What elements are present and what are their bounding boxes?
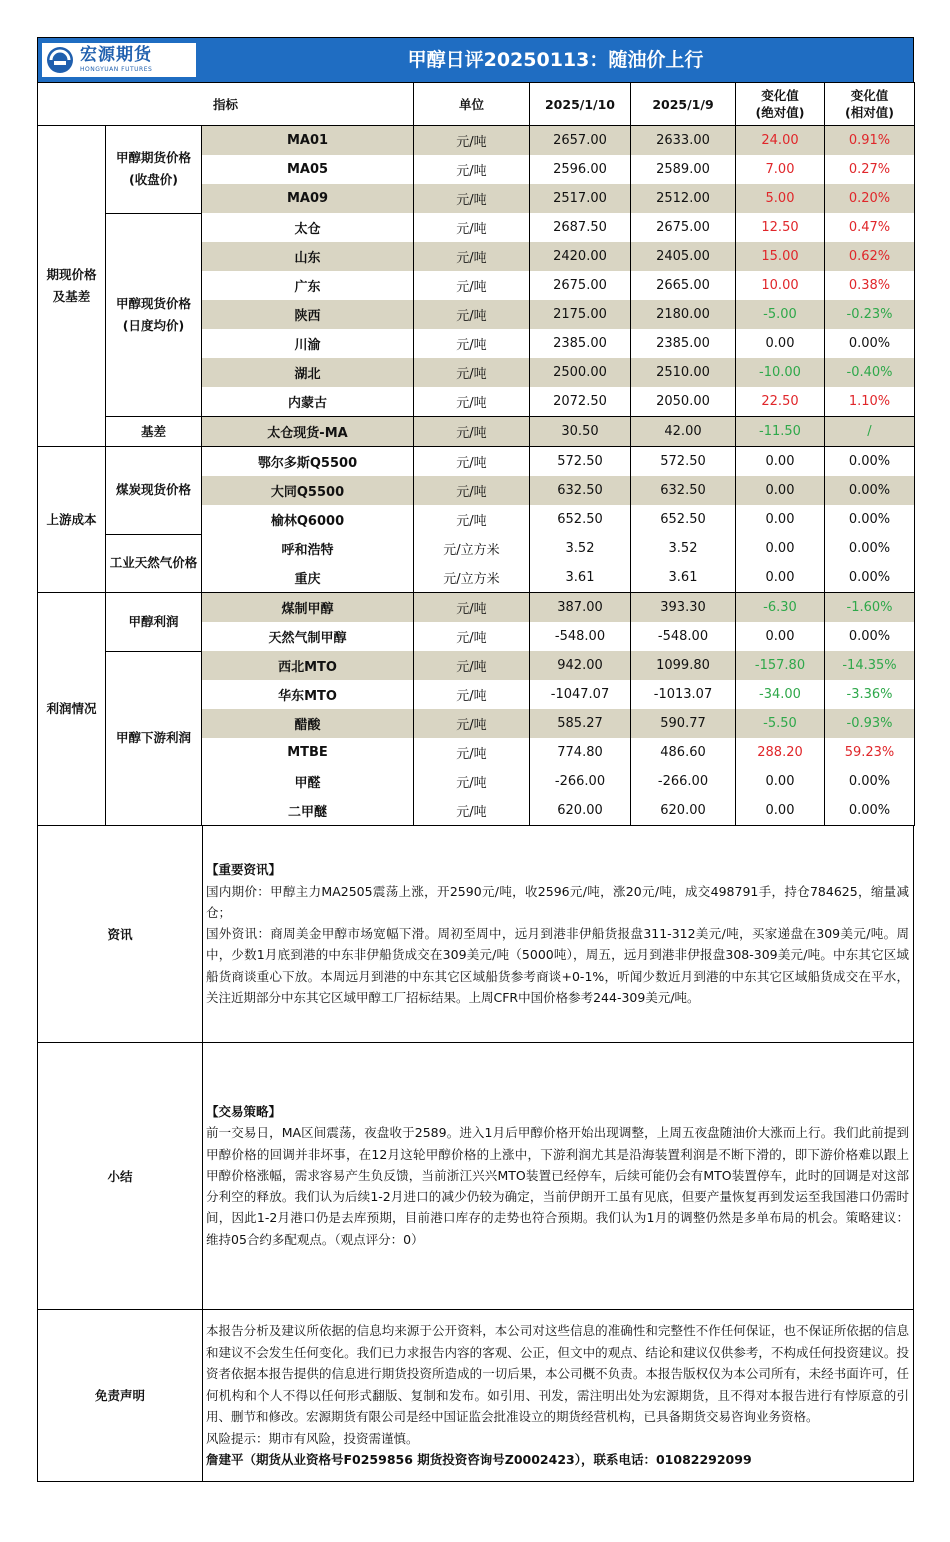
- row-value-date1: 585.27: [530, 709, 631, 738]
- row-value-date2: 42.00: [631, 417, 736, 447]
- row-unit: 元/吨: [414, 796, 530, 826]
- row-rel-change: -3.36%: [825, 680, 915, 709]
- row-unit: 元/吨: [414, 184, 530, 213]
- row-value-date1: 2072.50: [530, 387, 631, 417]
- row-value-date1: -266.00: [530, 767, 631, 796]
- row-value-date2: 2385.00: [631, 329, 736, 358]
- row-abs-change: 12.50: [736, 213, 825, 242]
- row-rel-change: 0.00%: [825, 796, 915, 826]
- row-unit: 元/吨: [414, 593, 530, 623]
- row-unit: 元/吨: [414, 300, 530, 329]
- row-rel-change: 0.27%: [825, 155, 915, 184]
- row-value-date1: -1047.07: [530, 680, 631, 709]
- row-abs-change: -10.00: [736, 358, 825, 387]
- row-abs-change: 22.50: [736, 387, 825, 417]
- row-abs-change: 24.00: [736, 126, 825, 156]
- row-value-date2: 572.50: [631, 447, 736, 477]
- table-header-row: [38, 83, 915, 126]
- row-value-date1: 632.50: [530, 476, 631, 505]
- row-value-date2: -1013.07: [631, 680, 736, 709]
- row-value-date1: -548.00: [530, 622, 631, 651]
- row-indicator-name: 川渝: [202, 329, 414, 358]
- news-label: 资讯: [38, 826, 203, 1042]
- row-abs-change: -34.00: [736, 680, 825, 709]
- row-indicator-name: 呼和浩特: [202, 534, 414, 563]
- row-indicator-name: 天然气制甲醇: [202, 622, 414, 651]
- row-value-date1: 2675.00: [530, 271, 631, 300]
- row-value-date2: 2665.00: [631, 271, 736, 300]
- table-row: [38, 593, 915, 623]
- risk-warning: 风险提示：期市有风险，投资需谨慎。: [206, 1430, 419, 1446]
- row-abs-change: -11.50: [736, 417, 825, 447]
- row-unit: 元/立方米: [414, 563, 530, 593]
- row-abs-change: 0.00: [736, 767, 825, 796]
- summary-section: [38, 1042, 914, 1309]
- row-value-date1: 30.50: [530, 417, 631, 447]
- row-value-date1: 3.61: [530, 563, 631, 593]
- subgroup-label: 甲醇利润: [106, 593, 202, 652]
- row-indicator-name: 甲醛: [202, 767, 414, 796]
- row-rel-change: 0.00%: [825, 329, 915, 358]
- row-value-date1: 2420.00: [530, 242, 631, 271]
- row-value-date1: 2500.00: [530, 358, 631, 387]
- row-value-date1: 2657.00: [530, 126, 631, 156]
- row-value-date2: 652.50: [631, 505, 736, 534]
- summary-heading: 【交易策略】: [206, 1103, 282, 1119]
- row-indicator-name: 二甲醚: [202, 796, 414, 826]
- row-abs-change: -157.80: [736, 651, 825, 680]
- header-date2: 2025/1/9: [631, 83, 736, 126]
- row-abs-change: 0.00: [736, 505, 825, 534]
- row-abs-change: 0.00: [736, 622, 825, 651]
- row-unit: 元/吨: [414, 651, 530, 680]
- row-unit: 元/吨: [414, 126, 530, 156]
- row-rel-change: 0.38%: [825, 271, 915, 300]
- news-domestic: 国内期价：甲醇主力MA2505震荡上涨，开2590元/吨，收2596元/吨，涨20元/吨，成交498791手，持仓784625，缩量减仓；: [206, 883, 909, 920]
- row-rel-change: 0.00%: [825, 563, 915, 593]
- row-value-date2: 620.00: [631, 796, 736, 826]
- header-date1: 2025/1/10: [530, 83, 631, 126]
- news-heading: 【重要资讯】: [206, 862, 282, 878]
- row-abs-change: -6.30: [736, 593, 825, 623]
- table-row: [38, 534, 915, 563]
- price-table: [37, 82, 915, 826]
- row-indicator-name: 煤制甲醇: [202, 593, 414, 623]
- row-unit: 元/吨: [414, 213, 530, 242]
- row-indicator-name: MA01: [202, 126, 414, 156]
- row-rel-change: 1.10%: [825, 387, 915, 417]
- row-rel-change: -0.93%: [825, 709, 915, 738]
- row-value-date2: -548.00: [631, 622, 736, 651]
- row-value-date2: 632.50: [631, 476, 736, 505]
- row-unit: 元/吨: [414, 709, 530, 738]
- summary-text: 前一交易日，MA区间震荡，夜盘收于2589。进入1月后甲醇价格开始出现调整，上周五夜盘随油价大涨而上行。我们此前提到甲醇价格的回调并非坏事，在12月这轮甲醇价格的上涨中，下游利润尤其是沿海装置利润是不断下滑的，即下游价格难以跟上甲醇价格涨幅，需求容易产生负反馈，当前浙江兴兴MTO装置已经停车，后续可能仍会有MTO装置停车，此时的回调是对这部分利空的释放。我们认为后续1-2月进口的减少仍较为确定，当前伊朗开工虽有见底，但要产量恢复再到发运至我国港口仍需时间，因此1-2月港口仍是去库预期，目前港口库存的走势也符合预期。我们认为1月的调整仍然是多单布局的机会。策略建议：维持05合约多配观点。（观点评分：0）: [206, 1125, 909, 1247]
- row-unit: 元/吨: [414, 329, 530, 358]
- row-value-date1: 2385.00: [530, 329, 631, 358]
- row-rel-change: 0.47%: [825, 213, 915, 242]
- row-value-date2: 2675.00: [631, 213, 736, 242]
- group-label: 利润情况: [38, 593, 106, 826]
- row-rel-change: -0.40%: [825, 358, 915, 387]
- row-indicator-name: 醋酸: [202, 709, 414, 738]
- row-abs-change: 0.00: [736, 447, 825, 477]
- row-unit: 元/吨: [414, 680, 530, 709]
- disclaimer-text: 本报告分析及建议所依据的信息均来源于公开资料，本公司对这些信息的准确性和完整性不作任何保证，也不保证所依据的信息和建议不会发生任何变化。我们已力求报告内容的客观、公正，但文中的观点、结论和建议仅供参考，不构成任何投资建议。投资者依据本报告提供的信息进行期货投资所造成的一切后果，本公司概不负责。本报告版权仅为本公司所有，未经书面许可，任何机构和个人不得以任何形式翻版、复制和发布。如引用、刊发，需注明出处为宏源期货，且不得对本报告进行有悖原意的引用、删节和修改。宏源期货有限公司是经中国证监会批准设立的期货经营机构，已具备期货交易咨询业务资格。: [206, 1323, 909, 1425]
- row-unit: 元/吨: [414, 505, 530, 534]
- report-title: 甲醇日评20250113：随油价上行: [407, 49, 704, 71]
- row-unit: 元/吨: [414, 155, 530, 184]
- row-abs-change: 5.00: [736, 184, 825, 213]
- header-unit: 单位: [414, 83, 530, 126]
- title-bar: [37, 37, 914, 82]
- table-row: [38, 126, 915, 156]
- row-value-date1: 572.50: [530, 447, 631, 477]
- row-value-date2: 2405.00: [631, 242, 736, 271]
- row-unit: 元/吨: [414, 358, 530, 387]
- logo-english-name: HONGYUAN FUTURES: [80, 66, 153, 73]
- row-indicator-name: 太仓现货-MA: [202, 417, 414, 447]
- news-section: [38, 826, 914, 1042]
- row-rel-change: 0.91%: [825, 126, 915, 156]
- analyst-contact: 詹建平（期货从业资格号F0259856 期货投资咨询号Z0002423），联系电话：01082292099: [206, 1452, 752, 1468]
- row-value-date2: 3.52: [631, 534, 736, 563]
- disclaimer-label: 免责声明: [38, 1309, 203, 1481]
- row-abs-change: 288.20: [736, 738, 825, 767]
- row-value-date2: 2633.00: [631, 126, 736, 156]
- row-unit: 元/吨: [414, 767, 530, 796]
- row-value-date2: 486.60: [631, 738, 736, 767]
- row-unit: 元/吨: [414, 387, 530, 417]
- disclaimer-section: [38, 1309, 914, 1481]
- row-rel-change: /: [825, 417, 915, 447]
- logo-emblem-icon: [46, 46, 74, 74]
- group-label: 上游成本: [38, 447, 106, 593]
- row-rel-change: -14.35%: [825, 651, 915, 680]
- row-abs-change: 7.00: [736, 155, 825, 184]
- header-abs-change: 变化值 (绝对值): [736, 83, 825, 126]
- row-value-date1: 942.00: [530, 651, 631, 680]
- row-value-date1: 620.00: [530, 796, 631, 826]
- row-unit: 元/吨: [414, 476, 530, 505]
- row-rel-change: 0.00%: [825, 767, 915, 796]
- subgroup-label: 工业天然气价格: [106, 534, 202, 593]
- row-value-date1: 774.80: [530, 738, 631, 767]
- row-indicator-name: 大同Q5500: [202, 476, 414, 505]
- subgroup-label: 甲醇现货价格 (日度均价): [106, 213, 202, 417]
- row-rel-change: 0.20%: [825, 184, 915, 213]
- row-abs-change: -5.00: [736, 300, 825, 329]
- row-indicator-name: 太仓: [202, 213, 414, 242]
- subgroup-label: 基差: [106, 417, 202, 447]
- row-value-date1: 652.50: [530, 505, 631, 534]
- row-unit: 元/吨: [414, 242, 530, 271]
- row-indicator-name: 榆林Q6000: [202, 505, 414, 534]
- report-sheet: [37, 37, 914, 1482]
- row-indicator-name: 重庆: [202, 563, 414, 593]
- row-value-date1: 2175.00: [530, 300, 631, 329]
- row-abs-change: 0.00: [736, 476, 825, 505]
- row-unit: 元/吨: [414, 271, 530, 300]
- subgroup-label: 煤炭现货价格: [106, 447, 202, 535]
- row-value-date2: 2512.00: [631, 184, 736, 213]
- row-abs-change: 10.00: [736, 271, 825, 300]
- row-value-date1: 2596.00: [530, 155, 631, 184]
- row-rel-change: 59.23%: [825, 738, 915, 767]
- row-unit: 元/吨: [414, 417, 530, 447]
- row-indicator-name: 鄂尔多斯Q5500: [202, 447, 414, 477]
- row-indicator-name: 山东: [202, 242, 414, 271]
- row-unit: 元/吨: [414, 447, 530, 477]
- row-indicator-name: MTBE: [202, 738, 414, 767]
- row-value-date1: 2687.50: [530, 213, 631, 242]
- row-abs-change: 15.00: [736, 242, 825, 271]
- row-abs-change: 0.00: [736, 563, 825, 593]
- group-label: 期现价格 及基差: [38, 126, 106, 447]
- row-value-date2: 3.61: [631, 563, 736, 593]
- row-value-date1: 387.00: [530, 593, 631, 623]
- row-value-date1: 2517.00: [530, 184, 631, 213]
- row-value-date2: 393.30: [631, 593, 736, 623]
- news-foreign: 国外资讯：商周美金甲醇市场宽幅下滑。周初至周中，远月到港非伊船货报盘311-312美元/吨，买家递盘在309美元/吨。周中，少数1月底到港的中东非伊船货成交在309美元/吨（5000吨），周五，远月到港非伊报盘308-309美元/吨。中东其它区域船货商谈重心下放。本周远月到港的中东其它区域船货参考商谈+0-1%，听闻少数近月到港的中东其它区域船货成交在平水，关注近期部分中东其它区域甲醇工厂招标结果。上周CFR中国价格参考244-309美元/吨。: [206, 926, 909, 1005]
- logo-chinese-name: 宏源期货: [80, 45, 152, 65]
- row-rel-change: 0.00%: [825, 622, 915, 651]
- row-value-date1: 3.52: [530, 534, 631, 563]
- row-indicator-name: 广东: [202, 271, 414, 300]
- table-row: [38, 651, 915, 680]
- row-rel-change: 0.00%: [825, 476, 915, 505]
- row-abs-change: -5.50: [736, 709, 825, 738]
- row-unit: 元/吨: [414, 738, 530, 767]
- company-logo: [42, 43, 196, 77]
- row-value-date2: 2180.00: [631, 300, 736, 329]
- row-abs-change: 0.00: [736, 534, 825, 563]
- row-rel-change: 0.00%: [825, 534, 915, 563]
- row-abs-change: 0.00: [736, 796, 825, 826]
- row-rel-change: 0.00%: [825, 505, 915, 534]
- row-value-date2: 2050.00: [631, 387, 736, 417]
- table-row: [38, 417, 915, 447]
- row-indicator-name: 西北MTO: [202, 651, 414, 680]
- row-unit: 元/立方米: [414, 534, 530, 563]
- commentary-table: [37, 826, 914, 1482]
- row-value-date2: 590.77: [631, 709, 736, 738]
- row-indicator-name: 湖北: [202, 358, 414, 387]
- table-row: [38, 447, 915, 477]
- header-rel-change: 变化值 (相对值): [825, 83, 915, 126]
- table-row: [38, 213, 915, 242]
- row-value-date2: -266.00: [631, 767, 736, 796]
- row-value-date2: 2589.00: [631, 155, 736, 184]
- row-indicator-name: 陕西: [202, 300, 414, 329]
- row-rel-change: 0.62%: [825, 242, 915, 271]
- row-value-date2: 1099.80: [631, 651, 736, 680]
- row-rel-change: -1.60%: [825, 593, 915, 623]
- row-indicator-name: MA05: [202, 155, 414, 184]
- row-indicator-name: 华东MTO: [202, 680, 414, 709]
- subgroup-label: 甲醇下游利润: [106, 651, 202, 826]
- row-abs-change: 0.00: [736, 329, 825, 358]
- row-rel-change: 0.00%: [825, 447, 915, 477]
- row-value-date2: 2510.00: [631, 358, 736, 387]
- row-indicator-name: 内蒙古: [202, 387, 414, 417]
- summary-label: 小结: [38, 1042, 203, 1309]
- row-rel-change: -0.23%: [825, 300, 915, 329]
- header-indicator: 指标: [38, 83, 414, 126]
- subgroup-label: 甲醇期货价格 (收盘价): [106, 126, 202, 214]
- row-indicator-name: MA09: [202, 184, 414, 213]
- row-unit: 元/吨: [414, 622, 530, 651]
